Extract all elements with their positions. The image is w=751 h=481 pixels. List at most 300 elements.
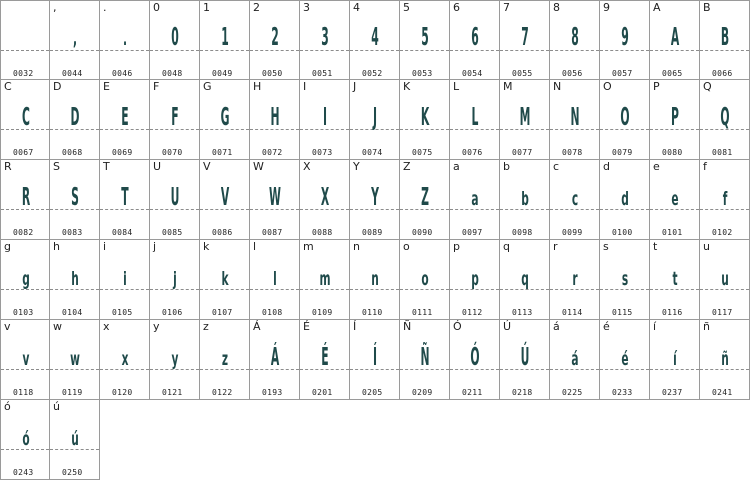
glyph-label: ó xyxy=(4,400,11,413)
glyph-sample: j xyxy=(173,268,177,290)
glyph-sample: 8 xyxy=(571,22,579,51)
glyph-sample: é xyxy=(621,348,629,370)
glyph-cell xyxy=(0,0,50,80)
glyph-cell xyxy=(400,80,450,160)
glyph-sample: a xyxy=(471,188,479,210)
glyph-cell xyxy=(400,320,450,400)
glyph-code: 0065 xyxy=(662,69,683,78)
glyph-code: 0102 xyxy=(712,228,733,237)
glyph-label: 8 xyxy=(553,1,560,14)
glyph-cell xyxy=(450,80,500,160)
glyph-label: C xyxy=(4,80,12,93)
glyph-label: y xyxy=(153,320,160,333)
glyph-code: 0066 xyxy=(712,69,733,78)
glyph-cell xyxy=(50,320,100,400)
glyph-cell xyxy=(450,0,500,80)
glyph-cell xyxy=(250,240,300,320)
glyph-code: 0113 xyxy=(512,308,533,317)
glyph-sample: S xyxy=(71,182,79,211)
glyph-sample: Á xyxy=(270,342,280,371)
glyph-code: 0193 xyxy=(262,388,283,397)
glyph-cell xyxy=(350,80,400,160)
glyph-label: t xyxy=(653,240,658,253)
glyph-label: B xyxy=(703,1,711,14)
glyph-label: ú xyxy=(53,400,60,413)
glyph-label: o xyxy=(403,240,410,253)
glyph-code: 0103 xyxy=(13,308,34,317)
glyph-code: 0100 xyxy=(612,228,633,237)
glyph-code: 0068 xyxy=(62,148,83,157)
glyph-sample: T xyxy=(121,182,129,211)
glyph-cell xyxy=(300,320,350,400)
glyph-label: F xyxy=(153,80,160,93)
glyph-label xyxy=(4,2,8,14)
glyph-label: e xyxy=(653,160,660,173)
glyph-cell xyxy=(550,320,600,400)
glyph-sample: á xyxy=(571,348,579,370)
glyph-cell xyxy=(200,80,250,160)
glyph-code: 0074 xyxy=(362,148,383,157)
glyph-sample: E xyxy=(121,102,129,131)
glyph-code: 0112 xyxy=(462,308,483,317)
glyph-cell xyxy=(550,80,600,160)
glyph-code: 0044 xyxy=(62,69,83,78)
glyph-cell xyxy=(400,240,450,320)
glyph-sample: A xyxy=(670,22,680,51)
glyph-label: Ú xyxy=(503,320,512,333)
glyph-sample xyxy=(11,30,42,49)
glyph-label: , xyxy=(53,1,57,14)
glyph-cell xyxy=(100,160,150,240)
glyph-label: K xyxy=(403,80,411,93)
glyph-cell xyxy=(150,160,200,240)
glyph-label: n xyxy=(353,240,360,253)
glyph-sample: y xyxy=(171,348,179,370)
glyph-sample: x xyxy=(121,348,129,370)
glyph-code: 0243 xyxy=(13,468,34,477)
glyph-cell xyxy=(250,320,300,400)
glyph-code: 0083 xyxy=(62,228,83,237)
glyph-cell xyxy=(550,240,600,320)
glyph-label: E xyxy=(103,80,110,93)
glyph-sample: u xyxy=(721,268,729,290)
glyph-code: 0076 xyxy=(462,148,483,157)
glyph-cell xyxy=(100,240,150,320)
glyph-sample: b xyxy=(521,188,529,210)
glyph-cell xyxy=(50,0,100,80)
baseline-guide xyxy=(1,50,49,51)
glyph-code: 0073 xyxy=(312,148,333,157)
glyph-cell xyxy=(0,80,50,160)
glyph-code: 0086 xyxy=(212,228,233,237)
glyph-cell xyxy=(500,240,550,320)
glyph-cell xyxy=(400,0,450,80)
glyph-code: 0114 xyxy=(562,308,583,317)
glyph-label: D xyxy=(53,80,62,93)
glyph-cell xyxy=(700,0,750,80)
glyph-code: 0118 xyxy=(13,388,34,397)
glyph-label: x xyxy=(103,320,110,333)
glyph-code: 0201 xyxy=(312,388,333,397)
glyph-sample: 5 xyxy=(421,22,429,51)
glyph-cell xyxy=(600,160,650,240)
glyph-code: 0070 xyxy=(162,148,183,157)
glyph-label: 1 xyxy=(203,1,210,14)
glyph-cell xyxy=(200,240,250,320)
glyph-code: 0032 xyxy=(13,69,34,78)
glyph-code: 0211 xyxy=(462,388,483,397)
glyph-cell xyxy=(150,320,200,400)
glyph-sample: 1 xyxy=(221,22,229,51)
glyph-label: L xyxy=(453,80,460,93)
glyph-code: 0056 xyxy=(562,69,583,78)
glyph-code: 0218 xyxy=(512,388,533,397)
glyph-label: p xyxy=(453,240,460,253)
glyph-sample: ó xyxy=(22,428,30,450)
glyph-label: N xyxy=(553,80,562,93)
glyph-cell xyxy=(450,240,500,320)
glyph-label: M xyxy=(503,80,513,93)
glyph-cell xyxy=(500,160,550,240)
glyph-label: m xyxy=(303,240,314,253)
glyph-code: 0116 xyxy=(662,308,683,317)
glyph-cell xyxy=(650,320,700,400)
glyph-cell xyxy=(300,160,350,240)
glyph-code: 0057 xyxy=(612,69,633,78)
glyph-sample: Z xyxy=(421,182,429,211)
glyph-label: I xyxy=(303,80,307,93)
glyph-cell xyxy=(50,80,100,160)
glyph-sample: z xyxy=(221,348,229,370)
glyph-code: 0104 xyxy=(62,308,83,317)
glyph-label: Ó xyxy=(453,320,462,333)
glyph-cell xyxy=(450,160,500,240)
glyph-sample: 7 xyxy=(521,22,529,51)
glyph-sample: s xyxy=(621,268,629,290)
glyph-cell xyxy=(700,160,750,240)
glyph-code: 0089 xyxy=(362,228,383,237)
glyph-code: 0088 xyxy=(312,228,333,237)
glyph-cell xyxy=(700,80,750,160)
glyph-cell xyxy=(550,160,600,240)
glyph-code: 0209 xyxy=(412,388,433,397)
glyph-sample: m xyxy=(319,268,331,290)
glyph-code: 0101 xyxy=(662,228,683,237)
glyph-label: r xyxy=(553,240,558,253)
glyph-code: 0055 xyxy=(512,69,533,78)
glyph-cell xyxy=(600,320,650,400)
glyph-code: 0046 xyxy=(112,69,133,78)
glyph-sample: 9 xyxy=(621,22,629,51)
glyph-cell xyxy=(50,160,100,240)
glyph-cell xyxy=(650,80,700,160)
glyph-sample: c xyxy=(571,188,579,210)
glyph-code: 0071 xyxy=(212,148,233,157)
glyph-label: Ñ xyxy=(403,320,412,333)
glyph-label: 2 xyxy=(253,1,260,14)
glyph-cell xyxy=(250,0,300,80)
glyph-code: 0090 xyxy=(412,228,433,237)
glyph-label: é xyxy=(603,320,610,333)
glyph-label: b xyxy=(503,160,510,173)
glyph-code: 0048 xyxy=(162,69,183,78)
glyph-label: Á xyxy=(253,320,261,333)
glyph-label: X xyxy=(303,160,311,173)
glyph-label: 9 xyxy=(603,1,610,14)
glyph-code: 0099 xyxy=(562,228,583,237)
glyph-label: h xyxy=(53,240,60,253)
glyph-code: 0053 xyxy=(412,69,433,78)
glyph-sample: l xyxy=(273,268,277,290)
glyph-cell xyxy=(300,240,350,320)
glyph-cell xyxy=(450,320,500,400)
glyph-code: 0108 xyxy=(262,308,283,317)
glyph-code: 0087 xyxy=(262,228,283,237)
glyph-label: q xyxy=(503,240,510,253)
glyph-cell xyxy=(350,240,400,320)
glyph-sample: 0 xyxy=(171,22,179,51)
glyph-cell xyxy=(300,0,350,80)
glyph-label: l xyxy=(253,240,257,253)
glyph-code: 0119 xyxy=(62,388,83,397)
glyph-cell xyxy=(600,80,650,160)
glyph-cell xyxy=(200,320,250,400)
glyph-cell xyxy=(600,240,650,320)
glyph-label: 5 xyxy=(403,1,410,14)
glyph-sample: 2 xyxy=(271,22,279,51)
glyph-sample: Í xyxy=(372,342,378,371)
glyph-sample: Q xyxy=(720,102,730,131)
glyph-code: 0098 xyxy=(512,228,533,237)
glyph-sample: q xyxy=(521,268,529,290)
glyph-sample: í xyxy=(673,348,677,370)
glyph-sample: Y xyxy=(371,182,379,211)
glyph-code: 0122 xyxy=(212,388,233,397)
glyph-cell xyxy=(0,320,50,400)
glyph-sample: V xyxy=(220,182,230,211)
glyph-label: v xyxy=(4,320,11,333)
glyph-code: 0054 xyxy=(462,69,483,78)
glyph-cell xyxy=(150,80,200,160)
glyph-sample: t xyxy=(672,268,678,290)
glyph-label: g xyxy=(4,240,11,253)
glyph-code: 0085 xyxy=(162,228,183,237)
glyph-label: u xyxy=(703,240,710,253)
glyph-sample: h xyxy=(71,268,79,290)
glyph-code: 0097 xyxy=(462,228,483,237)
glyph-cell xyxy=(500,0,550,80)
glyph-sample: X xyxy=(320,182,330,211)
glyph-cell xyxy=(0,240,50,320)
glyph-sample: L xyxy=(471,102,479,131)
glyph-sample: O xyxy=(620,102,630,131)
glyph-code: 0107 xyxy=(212,308,233,317)
glyph-sample: Ñ xyxy=(420,342,430,371)
baseline-guide xyxy=(100,50,149,51)
glyph-label: É xyxy=(303,320,310,333)
glyph-cell xyxy=(100,80,150,160)
glyph-label: 6 xyxy=(453,1,460,14)
glyph-cell xyxy=(700,320,750,400)
glyph-code: 0117 xyxy=(712,308,733,317)
glyph-label: P xyxy=(653,80,660,93)
glyph-label: G xyxy=(203,80,212,93)
glyph-sample: g xyxy=(22,268,30,290)
glyph-code: 0052 xyxy=(362,69,383,78)
glyph-cell xyxy=(0,160,50,240)
glyph-label: á xyxy=(553,320,560,333)
glyph-code: 0078 xyxy=(562,148,583,157)
glyph-cell xyxy=(400,160,450,240)
glyph-label: a xyxy=(453,160,460,173)
glyph-label: V xyxy=(203,160,211,173)
glyph-label: Q xyxy=(703,80,712,93)
glyph-cell xyxy=(200,0,250,80)
glyph-code: 0110 xyxy=(362,308,383,317)
glyph-sample: K xyxy=(420,102,430,131)
glyph-cell xyxy=(300,80,350,160)
glyph-sample: o xyxy=(421,268,429,290)
glyph-sample: B xyxy=(720,22,730,51)
glyph-sample: H xyxy=(270,102,280,131)
glyph-sample: I xyxy=(322,102,328,131)
glyph-label: Í xyxy=(353,320,357,333)
glyph-code: 0079 xyxy=(612,148,633,157)
glyph-cell xyxy=(100,320,150,400)
glyph-sample: i xyxy=(123,268,127,290)
glyph-cell xyxy=(250,160,300,240)
glyph-label: 4 xyxy=(353,1,360,14)
glyph-cell xyxy=(150,0,200,80)
glyph-code: 0080 xyxy=(662,148,683,157)
glyph-label: s xyxy=(603,240,609,253)
glyph-code: 0050 xyxy=(262,69,283,78)
glyph-sample: 3 xyxy=(321,22,329,51)
glyph-label: c xyxy=(553,160,560,173)
glyph-cell xyxy=(250,80,300,160)
glyph-cell xyxy=(150,240,200,320)
glyph-code: 0051 xyxy=(312,69,333,78)
glyph-label: j xyxy=(153,240,157,253)
glyph-cell xyxy=(100,0,150,80)
glyph-code: 0084 xyxy=(112,228,133,237)
glyph-sample: r xyxy=(572,268,578,290)
glyph-sample: p xyxy=(471,268,479,290)
baseline-guide xyxy=(50,50,99,51)
glyph-sample: F xyxy=(171,102,179,131)
glyph-sample: N xyxy=(570,102,580,131)
glyph-sample: P xyxy=(671,102,679,131)
glyph-label: Z xyxy=(403,160,411,173)
glyph-cell xyxy=(500,320,550,400)
glyph-sample: G xyxy=(220,102,230,131)
glyph-sample: d xyxy=(621,188,629,210)
glyph-cell xyxy=(550,0,600,80)
glyph-code: 0049 xyxy=(212,69,233,78)
glyph-cell xyxy=(650,160,700,240)
glyph-code: 0233 xyxy=(612,388,633,397)
glyph-code: 0067 xyxy=(13,148,34,157)
glyph-label: R xyxy=(4,160,12,173)
glyph-code: 0225 xyxy=(562,388,583,397)
glyph-sample: 4 xyxy=(371,22,379,51)
glyph-sample: ú xyxy=(71,428,79,450)
glyph-code: 0105 xyxy=(112,308,133,317)
glyph-sample: J xyxy=(372,102,378,131)
glyph-sample: , xyxy=(72,28,78,50)
glyph-cell xyxy=(350,0,400,80)
glyph-label: . xyxy=(103,1,107,14)
glyph-sample: v xyxy=(22,348,30,370)
glyph-label: Y xyxy=(353,160,360,173)
glyph-sample: M xyxy=(519,102,531,131)
glyph-code: 0106 xyxy=(162,308,183,317)
glyph-code: 0121 xyxy=(162,388,183,397)
glyph-sample: É xyxy=(321,342,329,371)
glyph-cell xyxy=(650,0,700,80)
glyph-label: z xyxy=(203,320,209,333)
glyph-cell xyxy=(0,400,50,480)
glyph-sample: k xyxy=(221,268,229,290)
glyph-sample: . xyxy=(122,28,128,50)
glyph-cell xyxy=(200,160,250,240)
glyph-label: U xyxy=(153,160,162,173)
glyph-label: J xyxy=(353,80,357,93)
glyph-label: ñ xyxy=(703,320,710,333)
glyph-code: 0120 xyxy=(112,388,133,397)
glyph-sample: 6 xyxy=(471,22,479,51)
glyph-label: w xyxy=(53,320,62,333)
glyph-sample: C xyxy=(22,102,30,131)
glyph-label: d xyxy=(603,160,610,173)
glyph-sample: e xyxy=(671,188,679,210)
glyph-sample: n xyxy=(371,268,379,290)
glyph-label: k xyxy=(203,240,210,253)
glyph-code: 0075 xyxy=(412,148,433,157)
glyph-cell xyxy=(350,320,400,400)
glyph-code: 0250 xyxy=(62,468,83,477)
glyph-label: í xyxy=(653,320,657,333)
glyph-sample: D xyxy=(70,102,80,131)
glyph-label: 7 xyxy=(503,1,510,14)
glyph-code: 0077 xyxy=(512,148,533,157)
glyph-cell xyxy=(650,240,700,320)
glyph-code: 0082 xyxy=(13,228,34,237)
glyph-cell xyxy=(50,400,100,480)
glyph-sample: U xyxy=(170,182,180,211)
glyph-code: 0241 xyxy=(712,388,733,397)
glyph-cell xyxy=(50,240,100,320)
glyph-label: A xyxy=(653,1,661,14)
glyph-sample: W xyxy=(269,182,281,211)
glyph-code: 0109 xyxy=(312,308,333,317)
glyph-label: W xyxy=(253,160,264,173)
glyph-sample: Ú xyxy=(520,342,530,371)
glyph-code: 0115 xyxy=(612,308,633,317)
glyph-code: 0111 xyxy=(412,308,433,317)
glyph-code: 0072 xyxy=(262,148,283,157)
glyph-sample: w xyxy=(70,348,80,370)
glyph-sample: Ó xyxy=(470,342,480,371)
glyph-cell xyxy=(500,80,550,160)
glyph-label: 0 xyxy=(153,1,160,14)
glyph-sample: ñ xyxy=(721,348,729,370)
glyph-label: S xyxy=(53,160,60,173)
glyph-sample: R xyxy=(21,182,31,211)
glyph-cell xyxy=(700,240,750,320)
glyph-label: 3 xyxy=(303,1,310,14)
glyph-cell xyxy=(350,160,400,240)
